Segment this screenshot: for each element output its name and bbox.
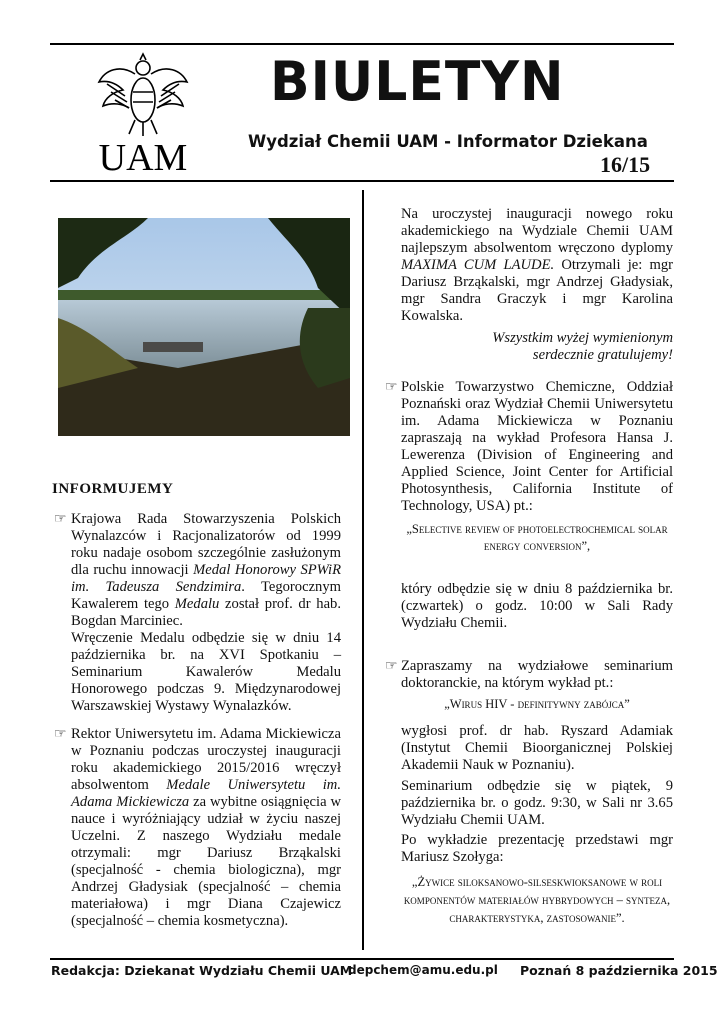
top-rule	[50, 43, 674, 45]
news-item-medal-spwir: Krajowa Rada Stowarzyszenia Polskich Wynalazców i Racjonalizatorów od 1999 roku nadaje osobom szczególnie zasłużonym dla ruchu innowacji Medal Honorowy SPWiR im. Tadeusza Sendzimira. Tegorocznym Kawalerem tego Medalu został prof. dr hab. Bogdan Marciniec. Wręczenie Medalu odbędzie się w dniu 14 października br. na XVI Spotkaniu – Seminarium Kawalerów Medalu Honorowego podczas 9. Międzynarodowej Warszawskiej Wystawy Wynalazków.	[71, 511, 341, 714]
footer-editor: Redakcja: Dziekanat Wydziału Chemii UAM	[51, 963, 353, 978]
pointing-hand-icon: ☞	[54, 727, 67, 742]
footer-rule	[50, 958, 674, 960]
svg-text:UAM: UAM	[98, 137, 188, 174]
seminar-time: Seminarium odbędzie się w piątek, 9 października br. o godz. 9:30, w Sali nr 3.65 Wydziału Chemii UAM.	[401, 778, 673, 828]
seminar-title: „Wirus HIV - definitywny zabójca”	[444, 697, 630, 711]
news-item-university-medals: Rektor Uniwersytetu im. Adama Mickiewicza w Poznaniu podczas uroczystej inauguracji roku akademickiego 2015/2016 wręczył absolwentom Medale Uniwersytetu im. Adama Mickiewicza za wybitne osiągnięcia w nauce i wyróżniający udział w życiu naszej Uczelni. Z naszego Wydziału medale otrzymali: mgr Dariusz Brząkalski (specjalność - chemia biologiczna), mgr Andrzej Gładysiak (specjalność – chemia materiałowa) i mgr Diana Czajewicz (specjalność – chemia kosmetyczna).	[71, 726, 342, 929]
footer-date: Poznań 8 października 2015	[520, 963, 718, 978]
pointing-hand-icon: ☞	[385, 380, 398, 395]
pointing-hand-icon: ☞	[54, 512, 67, 527]
section-heading-informujemy: INFORMUJEMY	[52, 481, 174, 497]
congratulations-note: Wszystkim wyżej wymienionym serdecznie gratulujemy!	[492, 330, 673, 363]
bulletin-subtitle: Wydział Chemii UAM - Informator Dziekana	[248, 132, 648, 151]
uam-eagle-logo	[95, 52, 191, 174]
talk-title: „Żywice siloksanowo-silseskwioksanowe w roli komponentów materiałów hybrydowych – synteza, charakterystyka, zastosowanie”.	[403, 875, 671, 925]
lecture-title: „Selective review of photoelectrochemical solar energy conversion”,	[406, 522, 668, 553]
lake-photo	[58, 218, 350, 436]
news-item-maxima-cum-laude: Na uroczystej inauguracji nowego roku akademickiego na Wydziale Chemii UAM najlepszym absolwentom wręczono dyplomy MAXIMA CUM LAUDE. Otrzymali je: mgr Dariusz Brząkalski, mgr Andrzej Gładysiak, mgr Sandra Graczyk i mgr Karolina Kowalska.	[401, 206, 673, 324]
news-item-ceremony: Wręczenie Medalu odbędzie się w dniu 14 października br. na XVI Spotkaniu – Seminarium Kawalerów Medalu Honorowego podczas 9. Międzynarodowej Warszawskiej Wystawy Wynalazków.	[71, 630, 341, 714]
pointing-hand-icon: ☞	[385, 659, 398, 674]
news-item-phd-seminar: Zapraszamy na wydziałowe seminarium doktoranckie, na którym wykład pt.:	[401, 658, 673, 691]
header-rule	[50, 180, 674, 182]
bulletin-title: BIULETYN	[270, 50, 565, 114]
lecture-details: który odbędzie się w dniu 8 października br. (czwartek) o godz. 10:00 w Sali Rady Wydziału Chemii.	[401, 581, 673, 631]
column-divider	[362, 190, 364, 950]
news-item-ptchem-lecture: Polskie Towarzystwo Chemiczne, Oddział Poznański oraz Wydział Chemii Uniwersytetu im. Adama Mickiewicza w Poznaniu zapraszają na wykład Profesora Hansa J. Lewerenza (Division of Engineering and Applied Science, Joint Center for Artificial Photosynthesis, California Institute of Technology, USA) pt.:	[401, 379, 673, 514]
seminar-presentation: Po wykładzie prezentację przedstawi mgr Mariusz Szołyga:	[401, 832, 673, 865]
footer-email[interactable]: depchem@amu.edu.pl	[348, 963, 498, 977]
seminar-speaker: wygłosi prof. dr hab. Ryszard Adamiak (Instytut Chemii Bioorganicznej Polskiej Akademii Nauk w Poznaniu).	[401, 723, 673, 773]
issue-number: 16/15	[600, 152, 651, 177]
